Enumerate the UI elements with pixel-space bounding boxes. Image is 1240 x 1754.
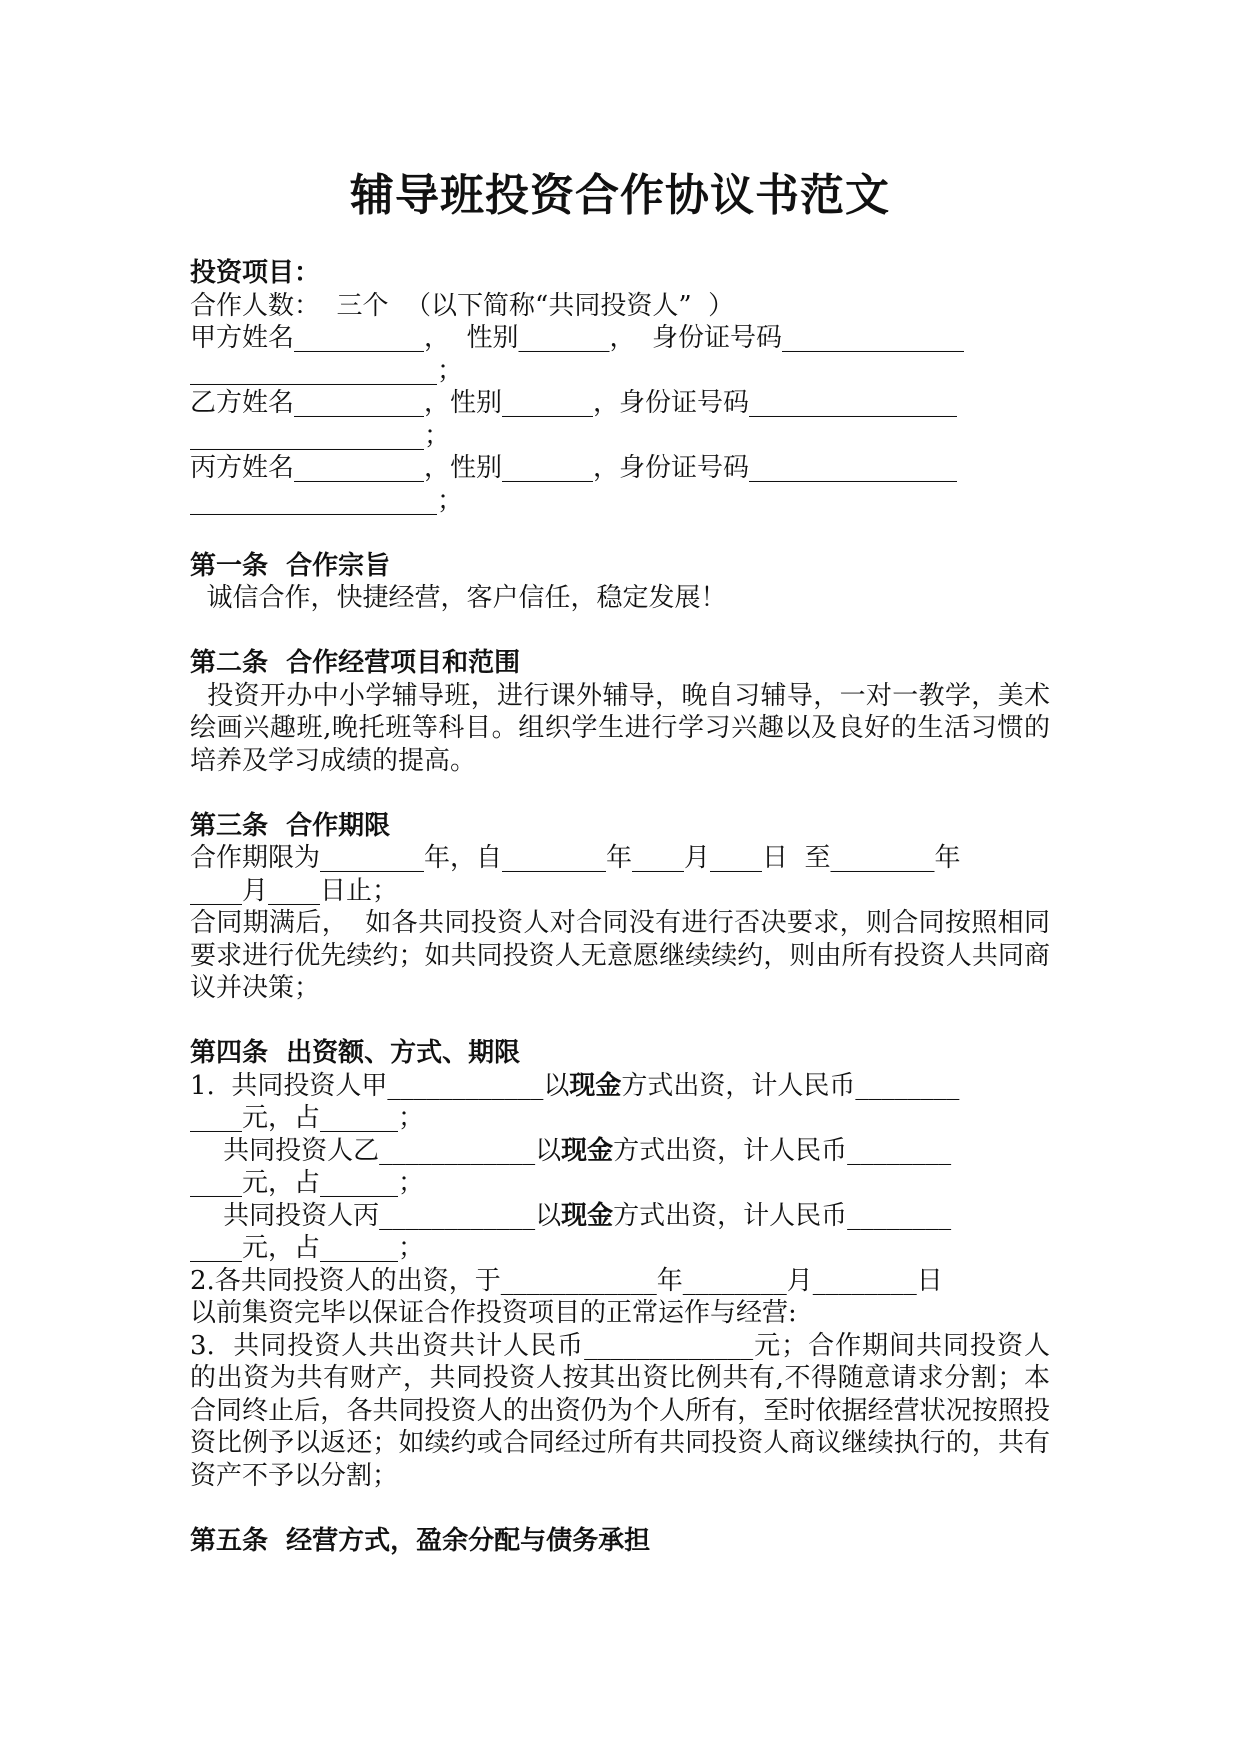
party-b-line: 乙方姓名__________，性别_______，身份证号码________________	[190, 388, 958, 418]
article-4-item-1-party-a	[190, 1070, 1050, 1103]
article-3-text: 合同期满后， 如各共同投资人对合同没有进行否决要求，则合同按照相同要求进行优先续约；如共同投资人无意愿继续续约，则由所有投资人共同商议并决策；	[190, 908, 1050, 1003]
article-4-item-1-party-a-continuation: ____元，占______；	[190, 1103, 425, 1133]
article-4-heading: 第四条 出资额、方式、期限	[190, 1038, 521, 1068]
document-title: 辅导班投资合作协议书范文	[350, 170, 890, 221]
article-3-term-continuation: ____月____日止；	[190, 875, 399, 906]
article-1-heading: 第一条 合作宗旨	[190, 550, 391, 581]
article-1-text: 诚信合作，快捷经营，客户信任，稳定发展！	[190, 583, 727, 613]
party-c-contribution-prefix: 共同投资人丙____________以	[190, 1200, 562, 1231]
party-b-contribution-prefix: 共同投资人乙____________以	[190, 1135, 562, 1166]
cash-term: 现金	[569, 1070, 622, 1101]
article-2-heading: 第二条 合作经营项目和范围	[190, 648, 521, 678]
article-4-item-3: 3. 共同投资人共出资共计人民币_____________元；合作期间共同投资人的出资为共有财产，共同投资人按其出资比例共有,不得随意请求分割；本合同终止后，各共同投资人的出资仍为个人所有，至时依据经营状况按照投资比例予以返还；如续约或合同经过所有共同投资人商议继续执行的，共有资产不予以分割；	[190, 1330, 1050, 1491]
article-5-heading: 第五条 经营方式，盈余分配与债务承担	[190, 1525, 651, 1556]
article-4-item-2-line-2: 以前集资完毕以保证合作投资项目的正常运作与经营:	[190, 1298, 797, 1328]
article-3-term-line: 合作期限为________年，自________年____月____日 至________年	[190, 843, 961, 873]
cash-term: 现金	[561, 1200, 614, 1231]
article-4-item-1-party-b-continuation: ____元，占______；	[190, 1168, 425, 1198]
article-4-item-1-party-c-continuation: ____元，占______；	[190, 1233, 425, 1263]
party-b-continuation: __________________；	[190, 420, 451, 451]
party-a-line: 甲方姓名__________， 性别_______， 身份证号码______________	[190, 323, 965, 353]
article-4-item-1-party-c	[190, 1200, 1050, 1233]
party-c-continuation: ___________________；	[190, 485, 464, 516]
article-3-heading: 第三条 合作期限	[190, 810, 391, 841]
partners-count-line: 合作人数： 三个 （以下简称“共同投资人” ）	[190, 290, 735, 321]
article-4-item-2-line-1: 2.各共同投资人的出资，于____________年________月________日	[190, 1265, 943, 1296]
investment-project-label: 投资项目：	[190, 258, 321, 288]
party-a-continuation: ___________________；	[190, 355, 464, 386]
party-a-contribution-suffix: 方式出资，计人民币________	[621, 1070, 960, 1101]
article-2-text: 投资开办中小学辅导班，进行课外辅导，晚自习辅导，一对一教学，美术绘画兴趣班,晚托班等科目。组织学生进行学习兴趣以及良好的生活习惯的培养及学习成绩的提高。	[190, 680, 1050, 776]
party-b-contribution-suffix: 方式出资，计人民币________	[613, 1135, 952, 1166]
party-c-line: 丙方姓名__________，性别_______，身份证号码________________	[190, 453, 958, 483]
document-body	[190, 257, 1050, 1557]
party-a-contribution-prefix: 1. 共同投资人甲____________以	[190, 1070, 570, 1101]
party-c-contribution-suffix: 方式出资，计人民币________	[613, 1200, 952, 1231]
article-4-item-1-party-b	[190, 1135, 1050, 1168]
cash-term: 现金	[561, 1135, 614, 1166]
